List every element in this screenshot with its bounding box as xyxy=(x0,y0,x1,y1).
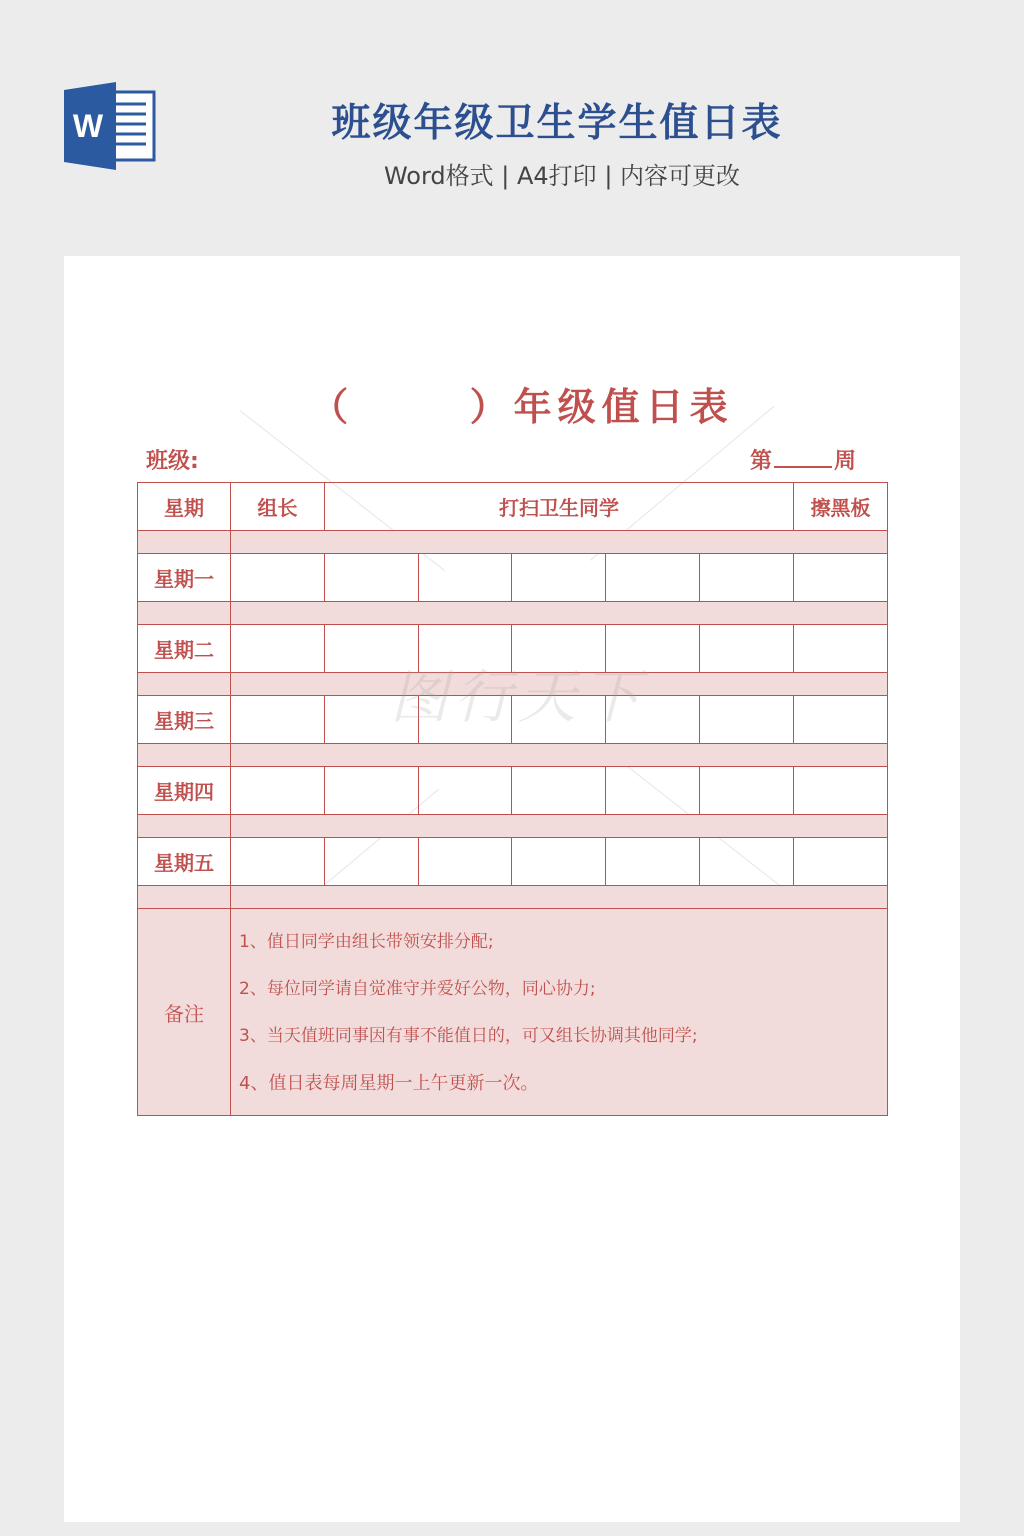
note-item: 3、当天值班同事因有事不能值日的，可又组长协调其他同学; xyxy=(239,1026,698,1046)
header-leader: 组长 xyxy=(231,483,325,531)
day-label: 星期二 xyxy=(138,625,231,673)
note-item: 2、每位同学请自觉准守并爱好公物，同心协力; xyxy=(239,979,596,999)
table-cell[interactable] xyxy=(700,625,794,673)
table-cell[interactable] xyxy=(606,838,700,886)
table-cell[interactable] xyxy=(512,554,606,602)
header-blackboard: 擦黑板 xyxy=(794,483,888,531)
table-cell[interactable] xyxy=(325,838,419,886)
week-blank xyxy=(774,446,832,468)
notes-label: 备注 xyxy=(138,909,231,1116)
week-label xyxy=(750,444,856,475)
table-cell[interactable] xyxy=(231,696,325,744)
notes-row xyxy=(138,909,888,1116)
week-prefix: 第 xyxy=(750,449,773,474)
table-cell[interactable] xyxy=(419,767,512,815)
day-row-mon xyxy=(138,554,888,602)
notes-cell xyxy=(231,909,888,1116)
document-title: （ ）年级值日表 xyxy=(310,385,734,429)
day-label: 星期五 xyxy=(138,838,231,886)
separator-row xyxy=(138,815,888,838)
separator-row xyxy=(138,531,888,554)
table-cell[interactable] xyxy=(231,554,325,602)
table-header-row xyxy=(138,483,888,531)
header-weekday: 星期 xyxy=(138,483,231,531)
table-cell[interactable] xyxy=(606,767,700,815)
table-cell[interactable] xyxy=(606,554,700,602)
table-cell[interactable] xyxy=(231,625,325,673)
table-cell[interactable] xyxy=(419,838,512,886)
day-row-thu xyxy=(138,767,888,815)
table-cell[interactable] xyxy=(700,696,794,744)
day-label: 星期一 xyxy=(138,554,231,602)
table-cell[interactable] xyxy=(231,767,325,815)
separator-row xyxy=(138,602,888,625)
duty-table xyxy=(137,482,888,1116)
week-suffix: 周 xyxy=(834,449,857,474)
table-cell[interactable] xyxy=(794,696,888,744)
note-item: 4、值日表每周星期一上午更新一次。 xyxy=(239,1073,539,1094)
word-icon-letter: W xyxy=(72,108,104,144)
class-label: 班级: xyxy=(146,449,199,474)
header-cleaners: 打扫卫生同学 xyxy=(325,483,794,531)
day-row-fri xyxy=(138,838,888,886)
day-label: 星期三 xyxy=(138,696,231,744)
table-cell[interactable] xyxy=(419,554,512,602)
note-item: 1、值日同学由组长带领安排分配; xyxy=(239,932,494,952)
table-cell[interactable] xyxy=(794,838,888,886)
day-label: 星期四 xyxy=(138,767,231,815)
table-cell[interactable] xyxy=(700,554,794,602)
watermark-text: 图行天下 xyxy=(390,663,647,731)
page-title: 班级年级卫生学生值日表 xyxy=(331,101,783,146)
table-cell[interactable] xyxy=(512,838,606,886)
table-cell[interactable] xyxy=(700,767,794,815)
page-subtitle: Word格式 | A4打印 | 内容可更改 xyxy=(383,162,741,190)
table-cell[interactable] xyxy=(512,767,606,815)
separator-row xyxy=(138,744,888,767)
table-cell[interactable] xyxy=(794,767,888,815)
table-cell[interactable] xyxy=(231,838,325,886)
table-cell[interactable] xyxy=(794,625,888,673)
table-cell[interactable] xyxy=(325,554,419,602)
table-cell[interactable] xyxy=(794,554,888,602)
separator-row xyxy=(138,886,888,909)
table-cell[interactable] xyxy=(325,767,419,815)
table-cell[interactable] xyxy=(700,838,794,886)
